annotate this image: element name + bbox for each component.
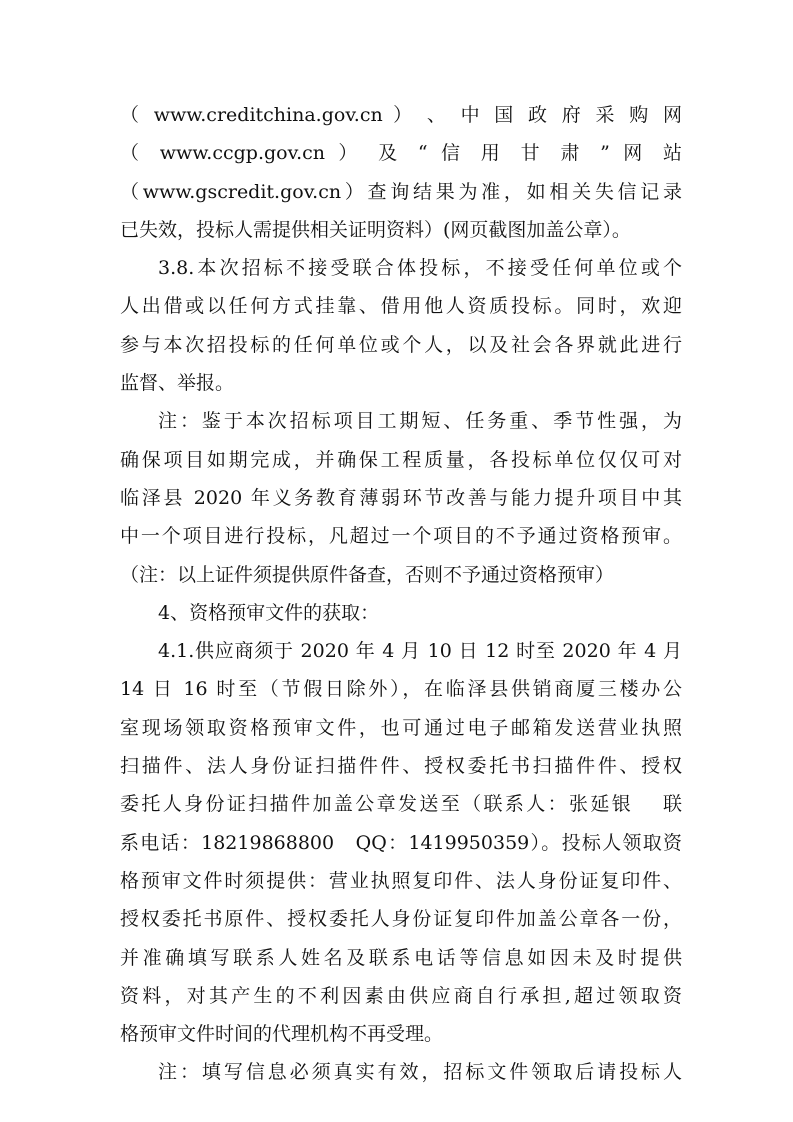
text-line: 参与本次招投标的任何单位或个人，以及社会各界就此进行 — [120, 333, 682, 356]
text-line: （注：以上证件须提供原件备查，否则不予通过资格预审） — [120, 563, 615, 586]
text-line: （ www.ccgp.gov.cn ） 及 “ 信 用 甘 肃 ” 网 站 — [120, 142, 682, 165]
text-line: 授权委托书原件、授权委托人身份证复印件加盖公章各一份， — [120, 908, 682, 931]
text-line: （ www.creditchina.gov.cn ） 、 中 国 政 府 采 购 网 — [120, 104, 682, 126]
note-first-line: 注：填写信息必须真实有效，招标文件领取后请投标人 — [158, 1061, 682, 1084]
document-body — [120, 96, 682, 1092]
text-line: 资料，对其产生的不利因素由供应商自行承担,超过领取资 — [120, 984, 682, 1007]
text-line: 格预审文件时须提供：营业执照复印件、法人身份证复印件、 — [120, 869, 682, 892]
text-line: 室现场领取资格预审文件，也可通过电子邮箱发送营业执照 — [120, 716, 682, 739]
paragraph-first-line: 3.8.本次招标不接受联合体投标，不接受任何单位或个 — [158, 257, 682, 280]
text-line: 人出借或以任何方式挂靠、借用他人资质投标。同时，欢迎 — [120, 295, 682, 318]
text-line: 中一个项目进行投标，凡超过一个项目的不予通过资格预审。 — [120, 525, 682, 548]
text-line: 格预审文件时间的代理机构不再受理。 — [120, 1023, 444, 1046]
paragraph-first-line: 4.1.供应商须于 2020 年 4 月 10 日 12 时至 2020 年 4 月 — [158, 640, 682, 663]
text-line: 临泽县 2020 年义务教育薄弱环节改善与能力提升项目中其 — [120, 486, 682, 509]
text-line: 系电话：18219868800 QQ：1419950359）。投标人领取资 — [120, 831, 682, 854]
text-line: 监督、举报。 — [120, 372, 235, 395]
text-line: 扫描件、法人身份证扫描件件、授权委托书扫描件件、授权 — [120, 755, 682, 778]
text-line: 委托人身份证扫描件加盖公章发送至（联系人：张延银 联 — [120, 793, 682, 816]
section-heading: 4、资格预审文件的获取： — [158, 601, 380, 624]
text-line: 并准确填写联系人姓名及联系电话等信息如因未及时提供 — [120, 946, 682, 969]
text-line: 确保项目如期完成，并确保工程质量，各投标单位仅仅可对 — [120, 448, 682, 471]
note-first-line: 注：鉴于本次招标项目工期短、任务重、季节性强，为 — [158, 410, 682, 433]
text-line: 已失效，投标人需提供相关证明资料）(网页截图加盖公章）。 — [120, 218, 631, 241]
text-line: 14 日 16 时至（节假日除外），在临泽县供销商厦三楼办公 — [120, 678, 682, 701]
text-line: （www.gscredit.gov.cn）查询结果为准，如相关失信记录 — [120, 180, 682, 203]
